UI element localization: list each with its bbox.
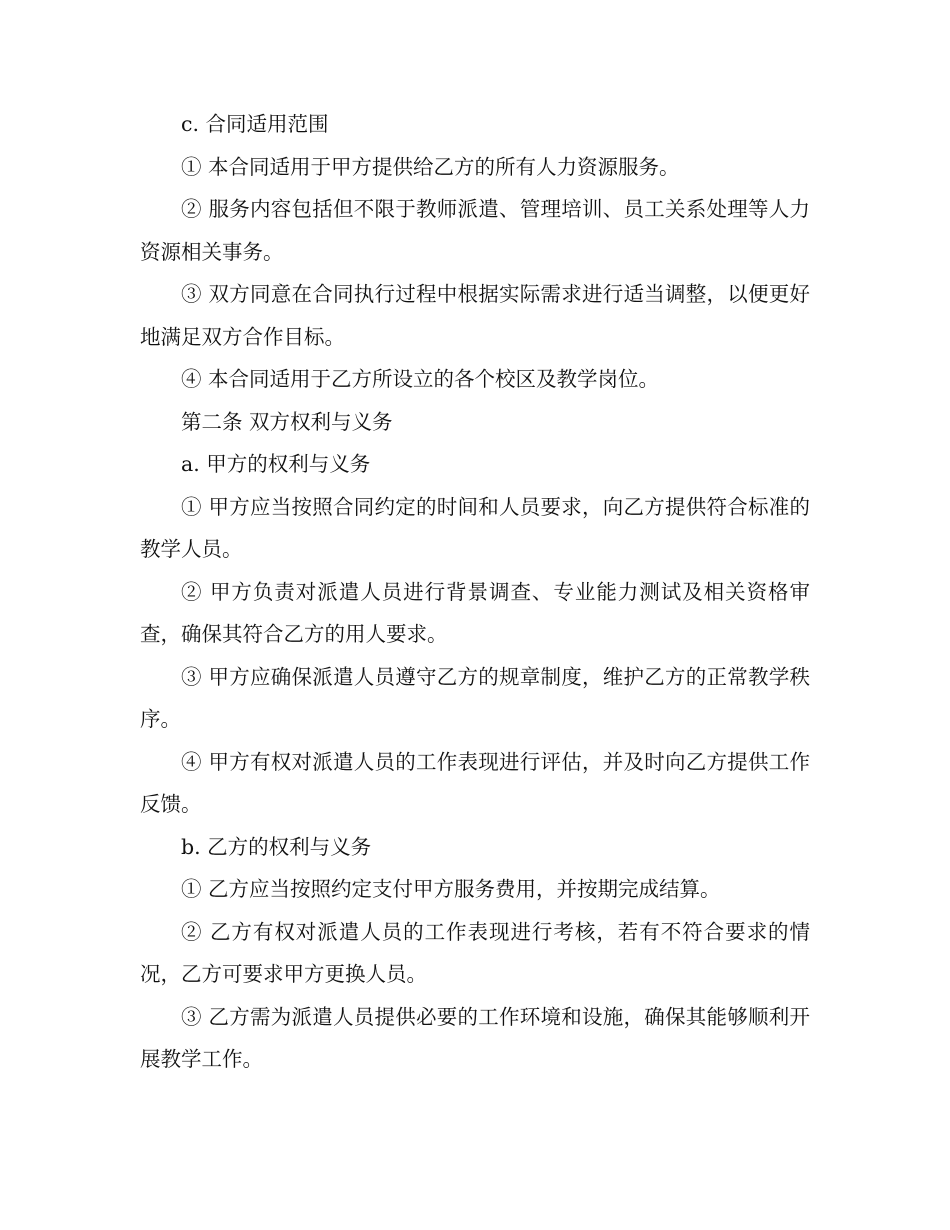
clause-paragraph: ① 甲方应当按照合同约定的时间和人员要求，向乙方提供符合标准的教学人员。 — [140, 494, 810, 561]
section-heading-party-a: a. 甲方的权利与义务 — [181, 452, 371, 476]
clause-paragraph: ③ 甲方应确保派遣人员遵守乙方的规章制度，维护乙方的正常教学秩序。 — [140, 664, 810, 731]
clause-paragraph: ④ 甲方有权对派遣人员的工作表现进行评估，并及时向乙方提供工作反馈。 — [140, 749, 810, 816]
document-body — [140, 103, 810, 1081]
clause-paragraph: ① 乙方应当按照约定支付甲方服务费用，并按期完成结算。 — [181, 877, 721, 901]
article-heading: 第二条 双方权利与义务 — [181, 409, 393, 434]
clause-paragraph: ① 本合同适用于甲方提供给乙方的所有人力资源服务。 — [181, 154, 680, 179]
clause-paragraph: ④ 本合同适用于乙方所设立的各个校区及教学岗位。 — [181, 367, 660, 391]
clause-paragraph: ③ 乙方需为派遣人员提供必要的工作环境和设施，确保其能够顺利开展教学工作。 — [140, 1004, 810, 1071]
clause-paragraph: ③ 双方同意在合同执行过程中根据实际需求进行适当调整，以便更好地满足双方合作目标。 — [140, 282, 810, 349]
clause-paragraph: ② 乙方有权对派遣人员的工作表现进行考核，若有不符合要求的情况，乙方可要求甲方更换人员。 — [140, 919, 810, 986]
clause-paragraph: ② 甲方负责对派遣人员进行背景调查、专业能力测试及相关资格审查，确保其符合乙方的用人要求。 — [140, 579, 810, 646]
section-heading-scope: c. 合同适用范围 — [181, 112, 329, 136]
clause-paragraph: ② 服务内容包括但不限于教师派遣、管理培训、员工关系处理等人力资源相关事务。 — [140, 197, 810, 264]
section-heading-party-b: b. 乙方的权利与义务 — [181, 834, 372, 859]
